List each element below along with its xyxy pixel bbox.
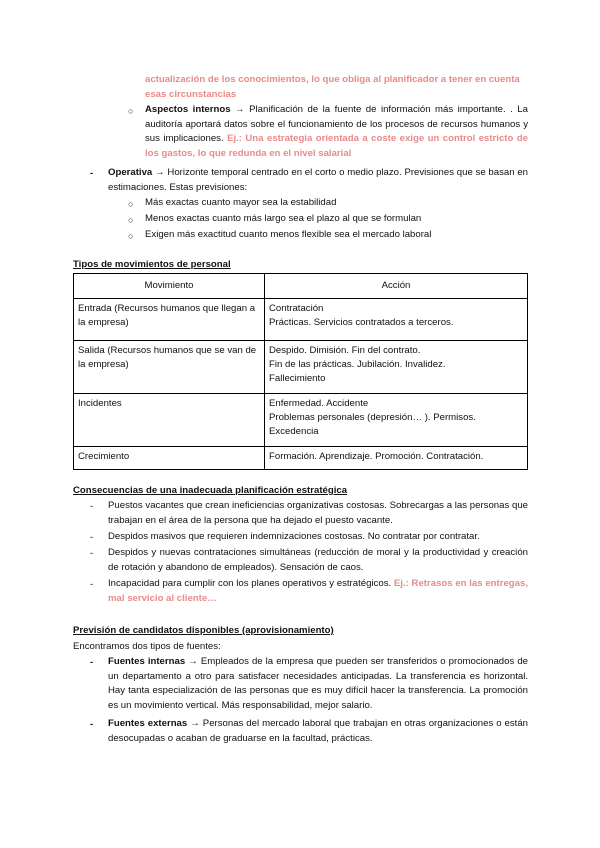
circle-bullet-icon: ○ [128,199,134,209]
consecuencia-item-3: Despidos y nuevas contrataciones simultáneas (reducción de moral y la productividad y creación de rotación y abandono de empleados). Sensación de caos. [108,547,528,573]
accion-line: Problemas personales (depresión… ). Permisos. [269,412,476,423]
consecuencia-item-4-example: Ej.: Retrasos en las entregas, mal servicio al cliente… [108,578,528,604]
accion-line: Excedencia [269,426,319,437]
table-row [74,394,528,447]
continuation-line-1: actualización de los conocimientos, lo que obliga al planificador a tener en cuenta [145,74,520,85]
consecuencias-heading: Consecuencias de una inadecuada planificación estratégica [73,485,348,496]
table-header-row [74,274,528,299]
operativa-text: Horizonte temporal centrado en el corto o medio plazo. Previsiones que se basan en estimaciones. Estas previsiones: [108,167,528,193]
arrow-icon: → [155,167,165,178]
accion-line: Despido. Dimisión. Fin del contrato. [269,345,421,356]
operativa-item-3: Exigen más exactitud cuanto menos flexible sea el mercado laboral [145,229,432,240]
dash-bullet-icon: - [90,548,94,559]
continuation-line-2: esas circunstancias [145,89,237,100]
fuentes-internas-text: Empleados de la empresa que pueden ser transferidos o promocionados de un departamento a otro para satisfacer necesidades anticipadas. La transferencia es horizontal. Hay tanta especialización de las personas que es muy difícil hacer la transferencia. La promoción es un movimiento vertical. Más responsabilidad, mejor salario. [108,656,528,711]
circle-bullet-icon: ○ [128,231,134,241]
dash-bullet-icon: - [90,719,94,730]
table-row [74,447,528,470]
arrow-icon: → [188,656,198,667]
accion-line: Enfermedad. Accidente [269,398,369,409]
fuentes-internas-paragraph [108,655,528,713]
operativa-item-1: Más exactas cuanto mayor sea la estabilidad [145,197,337,208]
dash-bullet-icon: - [90,501,94,512]
fuentes-externas-paragraph [108,717,528,746]
dash-bullet-icon: - [90,168,94,179]
dash-bullet-icon: - [90,579,94,590]
movimiento-cell: Incidentes [74,394,265,447]
accion-line: Prácticas. Servicios contratados a terceros. [269,317,454,328]
consecuencia-item-2: Despidos masivos que requieren indemnizaciones costosas. No contratar por contratar. [108,531,480,542]
tipos-heading: Tipos de movimientos de personal [73,259,231,270]
accion-line: Contratación [269,303,324,314]
aspectos-internos-example: Ej.: Una estrategia orientada a coste exige un control estricto de los gastos, lo que redunda en el nivel salarial [145,133,528,159]
column-header-movimiento: Movimiento [74,274,265,299]
accion-cell [265,394,528,447]
dash-bullet-icon: - [90,657,94,668]
column-header-accion: Acción [265,274,528,299]
table-row [74,299,528,341]
operativa-paragraph [108,166,528,195]
accion-cell: Formación. Aprendizaje. Promoción. Contratación. [265,447,528,470]
prevision-heading: Previsión de candidatos disponibles (aprovisionamiento) [73,625,334,636]
movimiento-cell: Entrada (Recursos humanos que llegan a la empresa) [74,299,265,341]
consecuencia-item-4-text: Incapacidad para cumplir con los planes operativos y estratégicos. [108,578,392,589]
consecuencia-item-1: Puestos vacantes que crean ineficiencias organizativas costosas. Sobrecargas a las personas que trabajan en el área de la persona que ha dejado el puesto vacante. [108,500,528,526]
fuentes-externas-text: Personas del mercado laboral que trabajan en otras organizaciones o están desocupadas o acaban de graduarse en la facultad, prácticas. [108,718,528,744]
operativa-title: Operativa [108,167,153,178]
movimiento-cell: Salida (Recursos humanos que se van de la empresa) [74,341,265,394]
movimiento-cell: Crecimiento [74,447,265,470]
circle-bullet-icon: ○ [128,106,134,116]
arrow-icon: → [190,718,200,729]
aspectos-internos-paragraph [145,103,528,161]
accion-line: Fallecimiento [269,373,326,384]
fuentes-externas-title: Fuentes externas [108,718,188,729]
aspectos-internos-text: Planificación de la fuente de información más importante. . La auditoría aportará datos sobre el funcionamiento de los procesos de recursos humanos y sus implicaciones. [145,104,528,145]
accion-cell [265,341,528,394]
dash-bullet-icon: - [90,532,94,543]
table-row [74,341,528,394]
movimientos-table [73,273,528,470]
consecuencia-item-4 [108,577,528,606]
accion-line: Fin de las prácticas. Jubilación. Invalidez. [269,359,446,370]
operativa-item-2: Menos exactas cuanto más largo sea el plazo al que se formulan [145,213,422,224]
circle-bullet-icon: ○ [128,215,134,225]
prevision-intro: Encontramos dos tipos de fuentes: [73,641,221,652]
fuentes-internas-title: Fuentes internas [108,656,186,667]
accion-cell [265,299,528,341]
arrow-icon: → [235,104,245,115]
aspectos-internos-title: Aspectos internos [145,104,231,115]
